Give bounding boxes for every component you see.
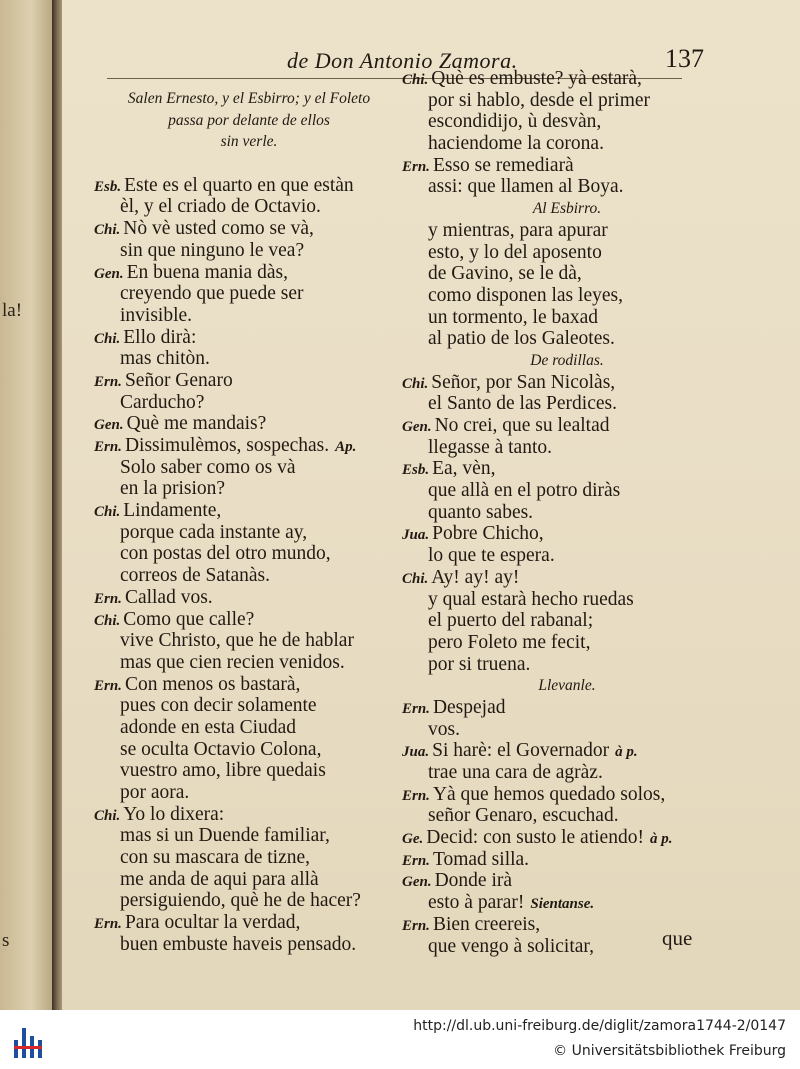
verse-text: adonde en esta Ciudad (120, 716, 296, 738)
verse-line (94, 609, 404, 631)
speaker-label: Chi. (94, 504, 121, 521)
verse-line (402, 133, 732, 155)
verse-line (402, 328, 732, 350)
verse-text: Como que calle? (123, 608, 255, 630)
verse-line (402, 480, 732, 502)
verse-line (402, 697, 732, 719)
verse-line (402, 415, 732, 437)
aside-marker: Ap. (335, 439, 357, 455)
right-verse-lines (402, 68, 732, 957)
verse-text: Esso se remediarà (432, 154, 574, 176)
verse-text: por si hablo, desde el primer (428, 89, 651, 111)
verse-line (402, 176, 732, 198)
verse-text: Yà que hemos quedado solos, (432, 783, 666, 805)
verse-line (94, 457, 404, 479)
speaker-label: Chi. (94, 222, 121, 239)
verse-line (402, 220, 732, 242)
running-title: de Don Antonio Zamora. (287, 48, 518, 73)
facing-page-fragment: s (2, 930, 10, 951)
verse-text: el puerto del rabanal; (428, 610, 594, 632)
verse-line (94, 565, 404, 587)
verse-line (94, 392, 404, 414)
verse-text: se oculta Octavio Colona, (120, 738, 322, 760)
verse-line (94, 305, 404, 327)
left-verse-lines (94, 175, 404, 956)
speaker-label: Ern. (94, 916, 122, 933)
speaker-label: Ge. (402, 831, 424, 848)
speaker-label: Ern. (94, 677, 122, 694)
page-number: 137 (665, 44, 704, 73)
verse-text: Con menos os bastarà, (124, 673, 301, 695)
speaker-label: Chi. (402, 375, 429, 392)
verse-line (94, 348, 404, 370)
copyright-notice: © Universitätsbibliothek Freiburg (553, 1043, 786, 1059)
verse-text: Este es el quarto en que estàn (124, 174, 354, 196)
verse-text: En buena mania dàs, (126, 261, 288, 283)
facing-page-edge (0, 0, 52, 1010)
speaker-label: Ern. (94, 590, 122, 607)
stage-direction: passa por delante de ellos (168, 111, 330, 129)
verse-line (402, 740, 732, 762)
verse-line (402, 90, 732, 112)
verse-line (402, 68, 732, 90)
verse-line (94, 652, 404, 674)
stage-direction: Llevanle. (538, 677, 596, 695)
book-gutter (52, 0, 62, 1010)
verse-line (94, 262, 404, 284)
verse-text: mas si un Duende familiar, (120, 825, 330, 847)
speaker-label: Ern. (94, 439, 122, 455)
verse-line (402, 393, 732, 415)
verse-text: en la prision? (120, 478, 226, 500)
verse-line (94, 522, 404, 544)
verse-text: Despejad (432, 696, 506, 718)
speaker-label: Ern. (402, 700, 430, 717)
verse-line (402, 654, 732, 676)
verse-text: haciendome la corona. (428, 133, 604, 155)
verse-line (402, 242, 732, 264)
speaker-label: Chi. (402, 72, 429, 88)
verse-text: Bien creereis, (432, 913, 541, 935)
verse-text: un tormento, le baxad (428, 306, 599, 328)
verse-text: esto à parar! (428, 892, 525, 914)
verse-line (94, 695, 404, 717)
speaker-label: Ern. (402, 852, 430, 869)
verse-text: esto, y lo del aposento (428, 241, 602, 263)
catchword: que (662, 926, 693, 950)
verse-text: quanto sabes. (428, 501, 534, 523)
verse-text: mas chitòn. (120, 348, 210, 370)
verse-line (94, 825, 404, 847)
verse-line (402, 372, 732, 394)
left-text-column (94, 68, 404, 956)
verse-text: llegasse à tanto. (428, 436, 552, 458)
verse-text: Lindamente, (123, 500, 222, 522)
verse-text: Solo saber como os và (120, 456, 296, 478)
verse-line (402, 892, 732, 914)
verse-line (94, 543, 404, 565)
verse-line (94, 500, 404, 522)
verse-text: y mientras, para apurar (428, 219, 608, 241)
verse-line (94, 478, 404, 500)
verse-text: que allà en el potro diràs (428, 480, 621, 502)
verse-text: Ea, vèn, (432, 458, 496, 480)
verse-text: Què me mandais? (126, 413, 267, 435)
verse-text: escondidijo, ù desvàn, (428, 111, 602, 133)
verse-line (402, 870, 732, 892)
verse-text: vos. (428, 718, 460, 740)
verse-text: porque cada instante ay, (120, 521, 308, 543)
verse-text: me anda de aqui para allà (120, 868, 319, 890)
speaker-label: Chi. (94, 330, 121, 347)
source-url[interactable]: http://dl.ub.uni-freiburg.de/diglit/zamora1744-2/0147 (413, 1018, 786, 1034)
verse-text: vive Christo, que he de hablar (120, 630, 354, 652)
verse-line (402, 849, 732, 871)
speaker-label: Chi. (402, 570, 429, 587)
verse-line (94, 869, 404, 891)
verse-line (402, 545, 732, 567)
verse-text: vuestro amo, libre quedais (120, 760, 326, 782)
verse-line (94, 175, 404, 197)
verse-text: Ello dirà: (123, 326, 197, 348)
verse-text: assi: que llamen al Boya. (428, 176, 624, 198)
verse-line (94, 283, 404, 305)
right-text-column (402, 68, 732, 957)
speaker-label: Jua. (402, 744, 430, 761)
verse-text: Señor, por San Nicolàs, (431, 371, 616, 393)
verse-text: y qual estarà hecho ruedas (428, 588, 634, 610)
verse-line (94, 413, 404, 435)
verse-text: como disponen las leyes, (428, 284, 623, 306)
speaker-label: Chi. (94, 807, 121, 824)
stage-direction: Salen Ernesto, y el Esbirro; y el Foleto (127, 90, 371, 107)
verse-line (402, 523, 732, 545)
verse-text: buen embuste haveis pensado. (120, 933, 357, 955)
verse-text: por si truena. (428, 653, 531, 675)
verse-line (94, 630, 404, 652)
verse-line (94, 370, 404, 392)
verse-text: el Santo de las Perdices. (428, 393, 617, 415)
verse-line (94, 717, 404, 739)
verse-text: pero Foleto me fecit, (428, 631, 591, 653)
verse-text: invisible. (120, 304, 193, 326)
verse-text: Ay! ay! ay! (431, 566, 520, 588)
verse-text: No crei, que su lealtad (434, 415, 610, 436)
verse-text: Pobre Chicho, (432, 523, 544, 545)
verse-line (402, 589, 732, 611)
stage-direction: De rodillas. (530, 351, 604, 369)
verse-text: Decid: con susto le atiendo! (426, 827, 644, 849)
verse-line (94, 240, 404, 262)
verse-text: creyendo que puede ser (120, 283, 304, 305)
verse-line (94, 587, 404, 609)
speaker-label: Esb. (402, 462, 430, 479)
speaker-label: Gen. (94, 417, 124, 434)
verse-text: Donde irà (434, 870, 513, 892)
verse-text: trae una cara de agràz. (428, 762, 603, 783)
verse-text: Si harè: el Governador (432, 740, 610, 762)
verse-line (94, 435, 404, 457)
verse-line (402, 719, 732, 741)
verse-text: de Gavino, se le dà, (428, 263, 582, 285)
aside-marker: à p. (615, 744, 638, 761)
aside-marker: Sientanse. (530, 896, 595, 913)
speaker-label: Jua. (402, 527, 430, 544)
verse-text: mas que cien recien venidos. (120, 651, 345, 673)
speaker-label: Gen. (94, 265, 124, 282)
university-logo-icon (10, 1022, 50, 1062)
verse-line (402, 632, 732, 654)
verse-text: correos de Satanàs. (120, 565, 270, 587)
verse-text: Para ocultar la verdad, (124, 912, 301, 934)
speaker-label: Chi. (94, 612, 121, 629)
verse-text: que vengo à solicitar, (428, 935, 594, 957)
book-page (62, 0, 800, 1010)
speaker-label: Ern. (402, 158, 430, 175)
verse-line (94, 782, 404, 804)
verse-line (94, 890, 404, 912)
verse-text: persiguiendo, què he de hacer? (120, 890, 361, 912)
verse-text: con postas del otro mundo, (120, 543, 331, 565)
verse-line (94, 327, 404, 349)
verse-line (402, 610, 732, 632)
verse-text: señor Genaro, escuchad. (428, 805, 619, 827)
verse-line (94, 196, 404, 218)
verse-line (402, 285, 732, 307)
verse-line (94, 804, 404, 826)
speaker-label: Esb. (94, 178, 122, 195)
verse-text: al patio de los Galeotes. (428, 328, 615, 350)
verse-line (94, 739, 404, 761)
speaker-label: Gen. (402, 419, 432, 435)
verse-line (402, 458, 732, 480)
spacer (94, 153, 404, 175)
footer-bar (0, 1010, 800, 1069)
verse-line (94, 674, 404, 696)
verse-line (402, 762, 732, 784)
verse-line (402, 567, 732, 589)
verse-text: lo que te espera. (428, 545, 555, 567)
verse-line (94, 760, 404, 782)
verse-line (94, 912, 404, 934)
verse-text: sin que ninguno le vea? (120, 239, 305, 261)
verse-line (402, 784, 732, 806)
verse-text: Nò vè usted como se và, (123, 218, 314, 240)
verse-line (94, 847, 404, 869)
verse-text: Yo lo dixera: (123, 803, 225, 825)
verse-text: Carducho? (120, 391, 205, 413)
verse-line (402, 827, 732, 849)
verse-line (402, 111, 732, 133)
verse-line (402, 263, 732, 285)
verse-text: èl, y el criado de Octavio. (120, 196, 321, 218)
verse-line (402, 502, 732, 524)
stage-direction: Al Esbirro. (532, 200, 602, 218)
speaker-label: Gen. (402, 874, 432, 891)
stage-direction: sin verle. (220, 133, 278, 151)
verse-text: Señor Genaro (124, 369, 233, 391)
verse-text: por aora. (120, 782, 190, 803)
speaker-label: Ern. (402, 917, 430, 934)
verse-line (94, 934, 404, 956)
verse-text: Què es embuste? yà estarà, (431, 68, 642, 89)
speaker-label: Ern. (402, 787, 430, 804)
verse-text: Callad vos. (124, 586, 213, 608)
verse-text: Tomad silla. (432, 848, 530, 870)
verse-line (402, 805, 732, 827)
verse-line (94, 218, 404, 240)
verse-text: pues con decir solamente (120, 695, 317, 717)
verse-line (402, 437, 732, 459)
verse-text: Dissimulèmos, sospechas. (124, 435, 330, 456)
verse-line (402, 307, 732, 329)
verse-line (402, 155, 732, 177)
aside-marker: à p. (649, 831, 673, 848)
speaker-label: Ern. (94, 373, 122, 390)
facing-page-fragment: la! (2, 300, 23, 321)
verse-text: con su mascara de tizne, (120, 847, 311, 869)
